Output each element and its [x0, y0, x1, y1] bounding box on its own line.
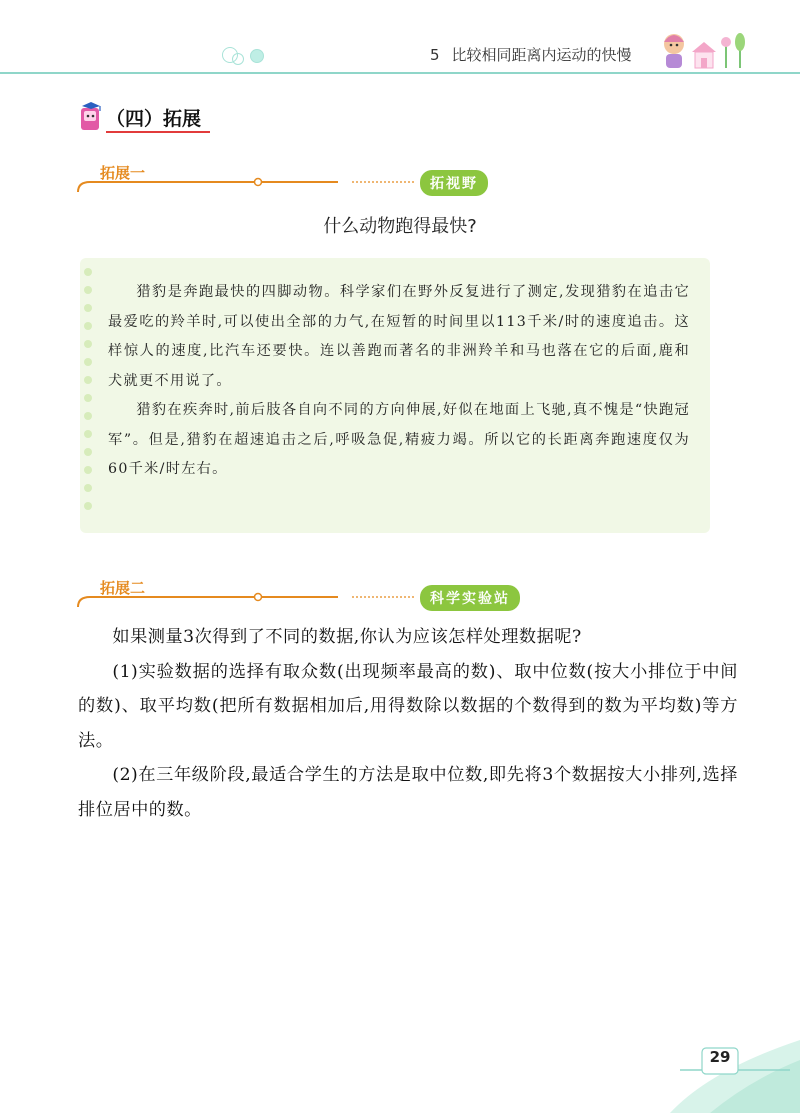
- extension-one-badge: 拓视野: [420, 170, 488, 196]
- reading-box-text: [108, 278, 690, 485]
- extension-two-body: [78, 620, 738, 827]
- cheetah-paragraph-2: 猎豹在疾奔时,前后肢各自向不同的方向伸展,好似在地面上飞驰,真不愧是“快跑冠军”。但是,猎豹在超速追击之后,呼吸急促,精疲力竭。所以它的长距离奔跑速度仅为60千米/时左右。: [108, 402, 690, 477]
- article-title: 什么动物跑得最快?: [323, 216, 477, 237]
- section-title: （四）拓展: [106, 108, 202, 130]
- extension-two-label: 拓展二: [100, 579, 146, 597]
- extension-two-badge: 科学实验站: [420, 585, 520, 611]
- chapter-header: [430, 44, 632, 65]
- chapter-number: 5: [430, 46, 440, 64]
- book-mascot-icon: [78, 100, 104, 132]
- girl-house-flower-illustration: [660, 28, 760, 72]
- extension-one-label: 拓展一: [100, 164, 146, 182]
- method-paragraph-1: (1)实验数据的选择有取众数(出现频率最高的数)、取中位数(按大小排位于中间的数)、取平均数(把所有数据相加后,用得数除以数据的个数得到的数为平均数)等方法。: [78, 661, 738, 751]
- method-paragraph-2: (2)在三年级阶段,最适合学生的方法是取中位数,即先将3个数据按大小排列,选择排位居中的数。: [78, 765, 738, 820]
- cheetah-paragraph-1: 猎豹是奔跑最快的四脚动物。科学家们在野外反复进行了测定,发现猎豹在追击它最爱吃的羚羊时,可以使出全部的力气,在短暂的时间里以113千米/时的速度追击。这样惊人的速度,比汽车还要快。连以善跑而著名的非洲羚羊和马也落在它的后面,鹿和犬就更不用说了。: [108, 284, 690, 389]
- page-number: 29: [709, 1048, 731, 1066]
- question-paragraph: 如果测量3次得到了不同的数据,你认为应该怎样处理数据呢?: [112, 627, 582, 647]
- header-rule: [0, 72, 800, 74]
- section-title-underline: [106, 131, 210, 133]
- chapter-title: 比较相同距离内运动的快慢: [451, 46, 632, 64]
